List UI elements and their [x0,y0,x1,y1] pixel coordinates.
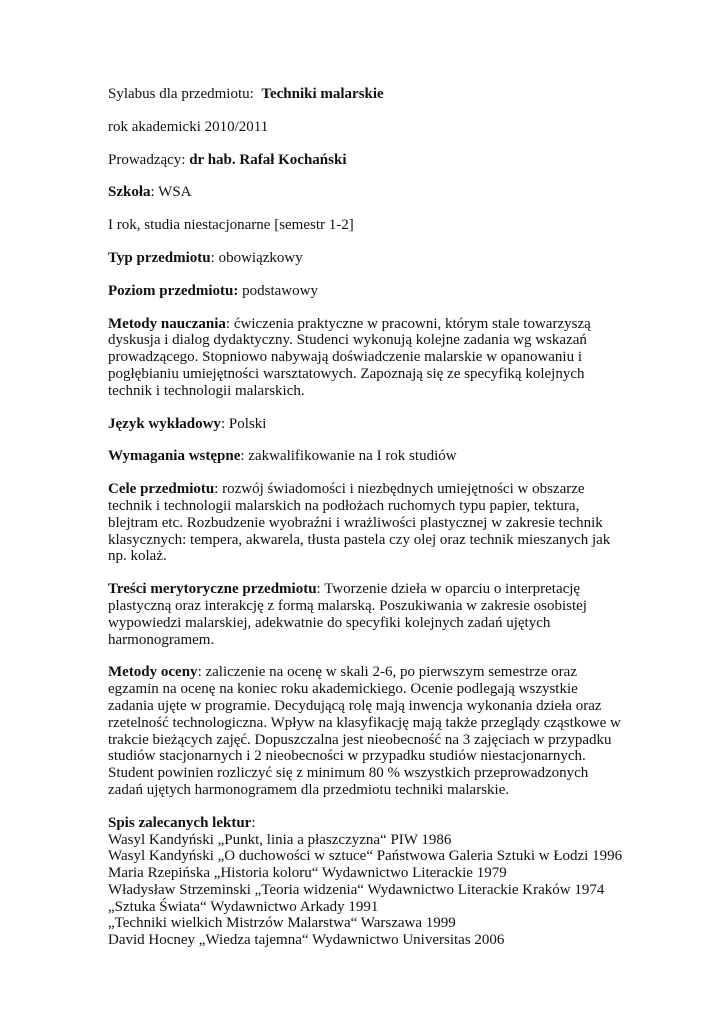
subject-prefix: Sylabus dla przedmiotu: [108,86,262,102]
methods-line-1 [108,316,628,333]
methods-line: prowadzącego. Stopniowo nabywają doświadczenie malarskie w opanowaniu i [108,349,583,366]
reading-section [108,815,628,949]
language-line [108,416,628,433]
type-line [108,250,628,267]
language-value: : Polski [220,415,267,432]
reading-item: „Techniki wielkich Mistrzów Malarstwa“ Warszawa 1999 [108,915,456,932]
content-line: plastyczną oraz interakcję z formą malarską. Poszukiwania w zakresie osobistej [108,597,587,614]
school-label: Szkoła [108,184,151,201]
lecturer-name: dr hab. Rafał Kochański [189,151,347,168]
reading-item: Wasyl Kandyński „Punkt, linia a płaszczyzna“ PIW 1986 [108,831,452,848]
type-value: : obowiązkowy [210,249,303,266]
methods-line: pogłębianiu umiejętności warsztatowych. Zapoznają się ze specyfiką kolejnych [108,365,585,382]
content-text: : Tworzenie dzieła w oparciu o interpretację [316,581,581,598]
assessment-line: zadań ujętych harmonogramem dla przedmiotu techniki malarskie. [108,781,510,798]
content-paragraph [108,581,628,648]
methods-label: Metody nauczania [108,315,226,332]
assessment-line-1 [108,664,628,681]
goals-line-1 [108,481,628,498]
subject-line [108,86,628,103]
requirements-line [108,448,628,465]
lecturer-line [108,152,628,169]
content-label: Treści merytoryczne przedmiotu [108,581,317,598]
methods-line: dyskusja i dialog dydaktyczny. Studenci wykonują kolejne zadania wg wskazań [108,332,587,349]
goals-label: Cele przedmiotu [108,481,215,498]
goals-line: blejtram etc. Rozbudzenie wyobraźni i wrażliwości plastycznej w zakresie technik [108,514,603,531]
methods-line: technik i technologii malarskich. [108,382,305,399]
reading-item: „Sztuka Świata“ Wydawnictwo Arkady 1991 [108,898,379,915]
content-line-1 [108,581,628,598]
reading-item: Wasyl Kandyński „O duchowości w sztuce“ Państwowa Galeria Sztuki w Łodzi 1996 [108,848,623,865]
goals-line: klasycznych: tempera, akwarela, tłusta pastela czy olej oraz technik mieszanych jak [108,531,611,548]
level-line [108,283,628,300]
syllabus-body [108,86,628,949]
level-label: Poziom przedmiotu: [108,282,239,299]
content-line: wypowiedzi malarskiej, adekwatnie do specyfiki kolejnych zadań ujętych [108,614,551,631]
assessment-line: rzetelność technologiczna. Wpływ na klasyfikację mają także przeglądy cząstkowe w [108,714,621,731]
methods-text: : ćwiczenia praktyczne w pracowni, którym stale towarzyszą [225,315,591,332]
assessment-line: Student powinien rozliczyć się z minimum 80 % wszystkich przeprowadzonych [108,765,589,782]
type-label: Typ przedmiotu [108,249,211,266]
goals-line: np. kolaż. [108,548,167,565]
requirements-label: Wymagania wstępne [108,448,241,465]
reading-item: David Hocney „Wiedza tajemna“ Wydawnictwo Universitas 2006 [108,932,505,949]
content-line: harmonogramem. [108,631,215,648]
goals-line: technik i technologii malarskich na podłożach ruchomych typu papier, tektura, [108,497,580,514]
goals-text: : rozwój świadomości i niezbędnych umiejętności w obszarze [214,481,585,498]
reading-suffix: : [251,814,256,831]
assessment-line: egzamin na ocenę na koniec roku akademickiego. Ocenie podlegają wszystkie [108,681,578,698]
assessment-line: trakcie bieżących zajęć. Dopuszczalna jest nieobecność na 3 zajęciach w przypadku [108,731,612,748]
assessment-label: Metody oceny [108,664,198,681]
reading-heading [108,815,628,832]
assessment-line: studiów stacjonarnych i 2 nieobecności w przypadku studiów niestacjonarnych. [108,748,586,765]
goals-paragraph [108,481,628,565]
lecturer-label: Prowadzący: [108,151,190,168]
requirements-value: : zakwalifikowanie na I rok studiów [240,448,457,465]
assessment-text: : zaliczenie na ocenę w skali 2-6, po pierwszym semestrze oraz [197,664,577,681]
reading-label: Spis zalecanych lektur [108,814,252,831]
reading-list [108,832,628,950]
school-value: : WSA [150,184,192,201]
assessment-line: zadania ujęte w programie. Decydującą rolę mają inwencja wykonania dzieła oraz [108,697,602,714]
study-info: I rok, studia niestacjonarne [semestr 1-2] [108,217,354,234]
subject-name: Techniki malarskie [261,86,384,102]
reading-item: Maria Rzepińska „Historia koloru“ Wydawnictwo Literackie 1979 [108,865,507,882]
language-label: Język wykładowy [108,415,221,432]
reading-item: Władysław Strzeminski „Teoria widzenia“ Wydawnictwo Literackie Kraków 1974 [108,881,605,898]
academic-year: rok akademicki 2010/2011 [108,118,269,135]
methods-paragraph [108,316,628,400]
assessment-paragraph [108,664,628,798]
school-line [108,184,628,201]
level-value: podstawowy [238,282,318,299]
